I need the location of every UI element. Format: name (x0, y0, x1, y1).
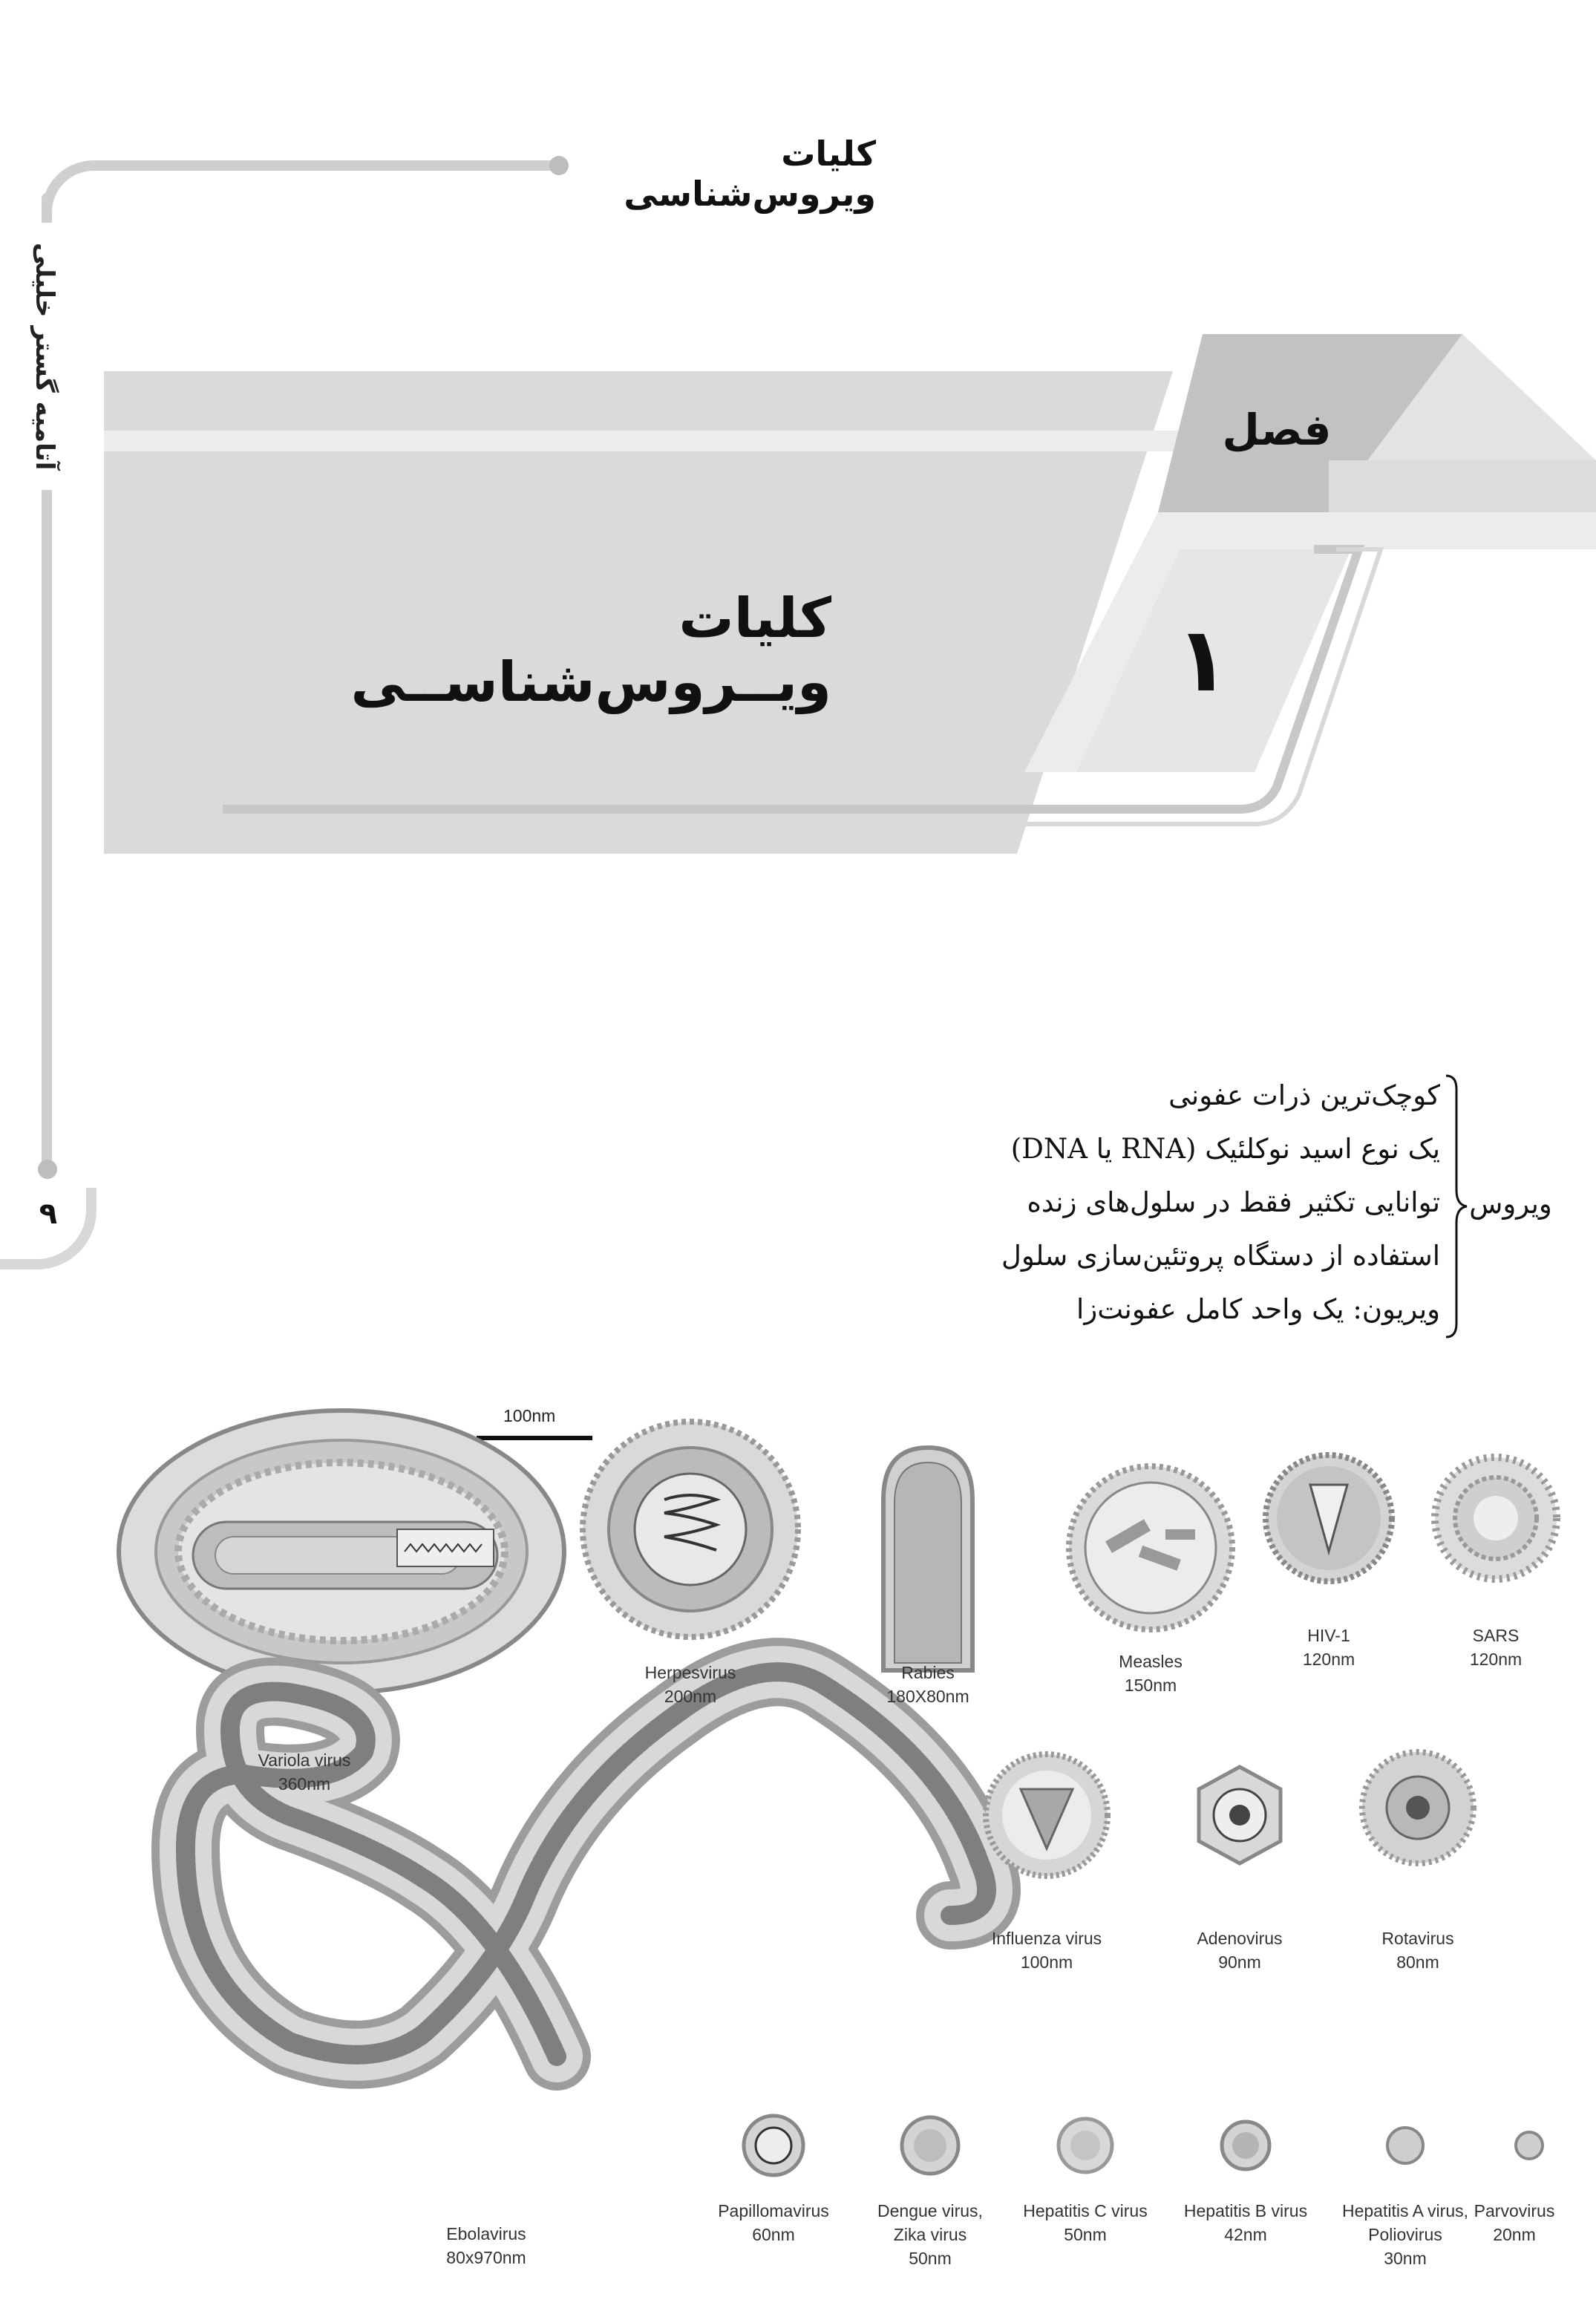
virus-label: Hepatitis C virus 50nm (1023, 2201, 1148, 2244)
scale-bar-label: 100nm (503, 1406, 556, 1425)
definition-item: یک نوع اسید نوکلئیک (RNA یا DNA) (1010, 1133, 1440, 1165)
virus-size-figure (111, 1403, 1566, 2301)
virus-label: Parvovirus 20nm (1474, 2201, 1555, 2244)
measles-illustration (1069, 1466, 1232, 1630)
sars-illustration (1435, 1457, 1557, 1579)
virus-label: Hepatitis B virus 42nm (1183, 2201, 1308, 2244)
virus-label: Variola virus 360nm (258, 1751, 351, 1794)
definition-item: استفاده از دستگاه پروتئین‌سازی سلول (1001, 1240, 1440, 1272)
ebolavirus-illustration (186, 1672, 987, 2056)
chapter-title: کلیات ویــروس‌شناســی (350, 586, 831, 714)
influenza-virus-illustration (986, 1754, 1108, 1876)
hiv-1-illustration (1266, 1455, 1392, 1581)
variola-virus-illustration (119, 1411, 564, 1693)
rabies-illustration (883, 1448, 972, 1670)
virus-label: SARS 120nm (1469, 1626, 1523, 1669)
chapter-number: ۱ (1175, 609, 1230, 712)
definition-item: کوچک‌ترین ذرات عفونی (1168, 1079, 1440, 1111)
virus-label: Dengue virus, Zika virus 50nm (877, 2201, 983, 2268)
virus-label: Measles 150nm (1119, 1652, 1183, 1695)
running-title: کلیات ویروس‌شناسی (624, 134, 876, 214)
virus-label: Influenza virus 100nm (991, 1929, 1102, 1972)
virus-label: Hepatitis A virus, Poliovirus 30nm (1341, 2201, 1469, 2268)
virus-label: Rotavirus 80nm (1381, 1929, 1454, 1972)
virus-label: Adenovirus 90nm (1197, 1929, 1283, 1972)
rotavirus-illustration (1362, 1752, 1474, 1863)
definition-item: ویریون: یک واحد کامل عفونت‌زا (1076, 1293, 1440, 1325)
papillomavirus-illustration (744, 2116, 803, 2175)
virus-label: Ebolavirus 80x970nm (446, 2224, 526, 2267)
virus-illustrations (111, 1403, 1566, 2301)
hepatitis-b-virus-illustration (1222, 2122, 1269, 2169)
virus-label: Rabies 180X80nm (886, 1663, 969, 1706)
definition-item: توانایی تکثیر فقط در سلول‌های زنده (1027, 1186, 1440, 1218)
rail-dot-bottom (38, 1160, 57, 1179)
definition-term: ویروس (1469, 1188, 1552, 1220)
virus-definition-list (920, 1069, 1440, 1336)
virus-label: Papillomavirus 60nm (718, 2201, 829, 2244)
hepatitis-a-virus-illustration (1387, 2128, 1423, 2163)
page-number: ۹ (39, 1197, 58, 1231)
parvovirus-illustration (1516, 2132, 1543, 2159)
side-title: آتامیه گستر خلیلی (15, 223, 59, 490)
dengue-virus-illustration (902, 2117, 958, 2174)
adenovirus-illustration (1199, 1767, 1281, 1863)
curly-brace-icon (1440, 1073, 1470, 1340)
herpesvirus-illustration (583, 1422, 798, 1637)
chapter-label: فصل (1222, 405, 1332, 455)
hepatitis-c-virus-illustration (1059, 2119, 1112, 2172)
page-rail-top (89, 160, 564, 171)
virus-label: Herpesvirus 200nm (644, 1663, 736, 1706)
virus-label: HIV-1 120nm (1302, 1626, 1355, 1669)
